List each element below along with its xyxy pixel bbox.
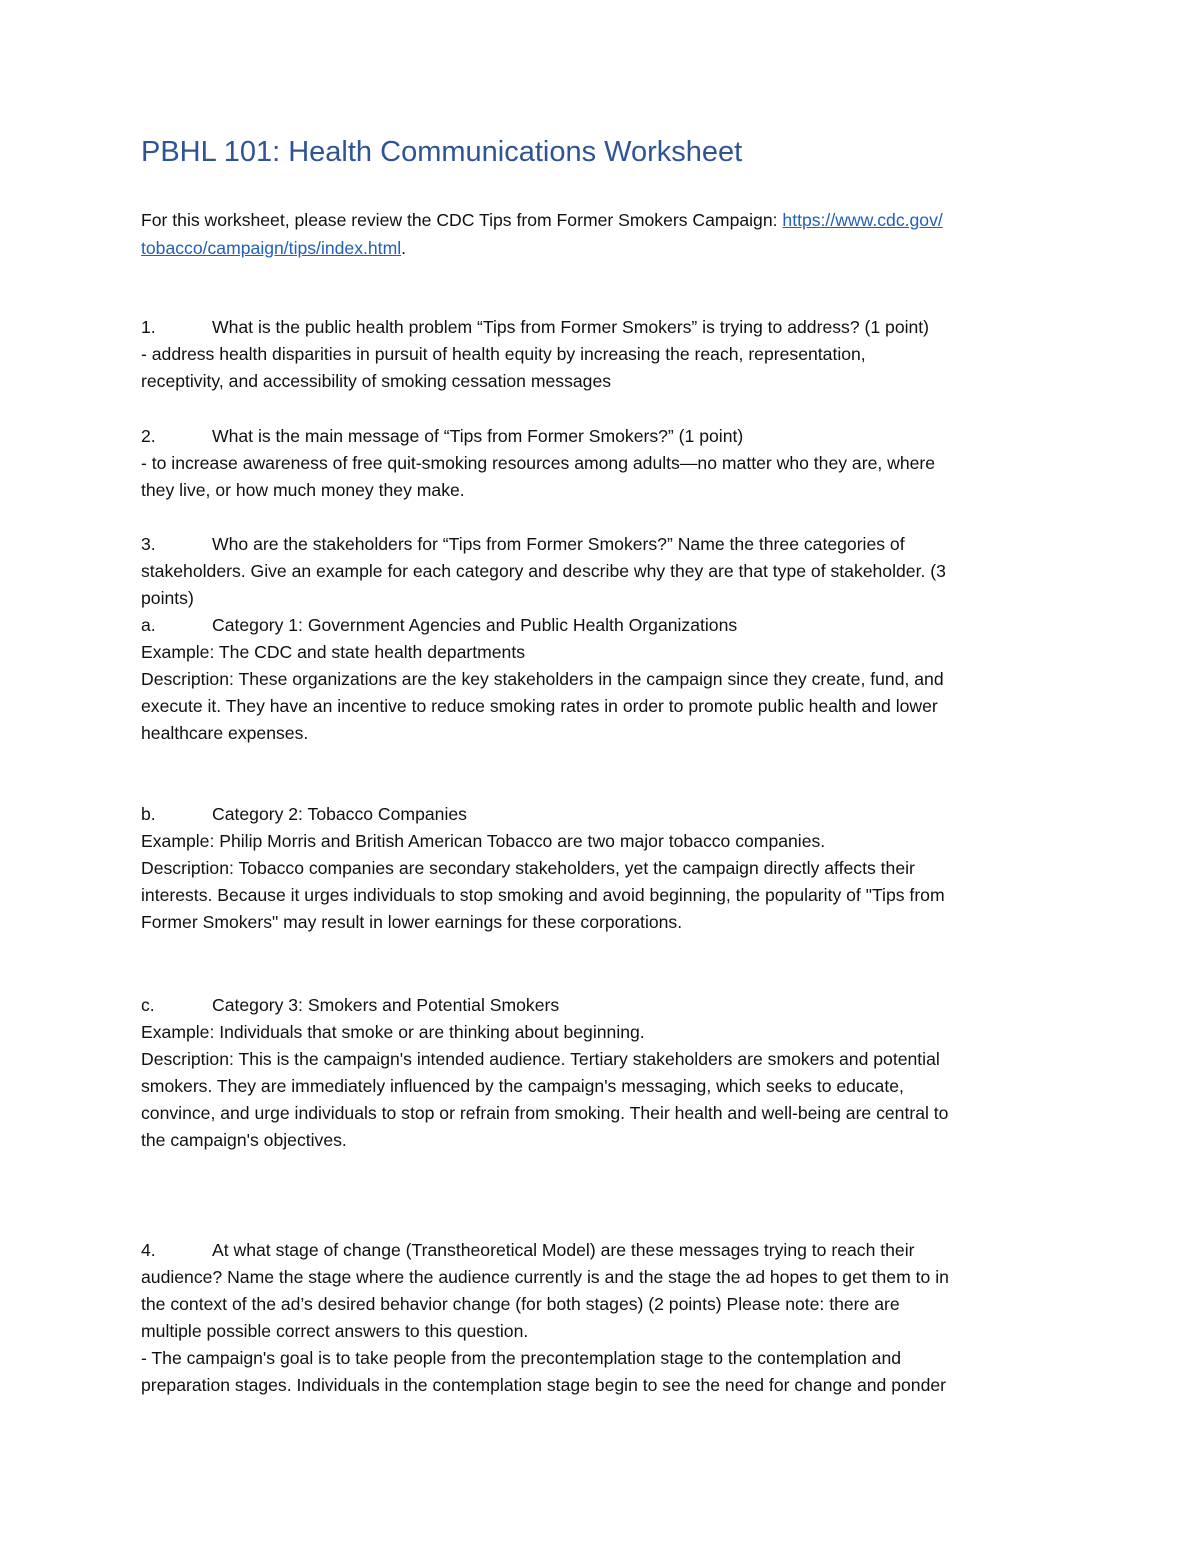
q3-question-part-1: Who are the stakeholders for “Tips from Former Smokers?” Name the three categories of: [212, 534, 905, 554]
q2-answer-line-2: they live, or how much money they make.: [141, 480, 465, 500]
q1-question-line: [141, 314, 929, 341]
q4-question-line-3: the context of the ad’s desired behavior change (for both stages) (2 points) Please note: there are: [141, 1294, 900, 1314]
page-title: PBHL 101: Health Communications Worksheet: [141, 136, 743, 168]
q3a-description-line-2: execute it. They have an incentive to reduce smoking rates in order to promote public health and lower: [141, 696, 938, 716]
q4-question-line-2: audience? Name the stage where the audience currently is and the stage the ad hopes to get them to in: [141, 1267, 949, 1287]
q3b-description-line-1: Description: Tobacco companies are secondary stakeholders, yet the campaign directly affects their: [141, 858, 915, 878]
q3-number: 3.: [141, 534, 156, 554]
intro-trailing: .: [401, 238, 407, 258]
q2-answer-line-1: - to increase awareness of free quit-smoking resources among adults—no matter who they are, where: [141, 453, 936, 473]
q3a-description-line-1: Description: These organizations are the key stakeholders in the campaign since they create, fund, and: [141, 669, 944, 689]
q2-number: 2.: [141, 426, 156, 446]
q4-number: 4.: [141, 1240, 156, 1260]
q4-question-line-4: multiple possible correct answers to this question.: [141, 1321, 529, 1341]
q2-question: What is the main message of “Tips from Former Smokers?” (1 point): [212, 426, 744, 446]
q3a-category-line: [141, 612, 737, 639]
q3c-category: Category 3: Smokers and Potential Smokers: [212, 995, 560, 1015]
q3b-category: Category 2: Tobacco Companies: [212, 804, 467, 824]
q4-answer-line-1: - The campaign's goal is to take people from the precontemplation stage to the contemplation and: [141, 1348, 902, 1368]
q3b-category-line: [141, 801, 467, 828]
q1-question: What is the public health problem “Tips from Former Smokers” is trying to address? (1 point): [212, 317, 930, 337]
q3a-category: Category 1: Government Agencies and Public Health Organizations: [212, 615, 738, 635]
q3-question-line-2: stakeholders. Give an example for each category and describe why they are that type of stakeholder. (3: [141, 561, 946, 581]
q1-answer-line-1: - address health disparities in pursuit of health equity by increasing the reach, representation,: [141, 344, 866, 364]
q4-question-part-1: At what stage of change (Transtheoretical Model) are these messages trying to reach their: [212, 1240, 915, 1260]
q3-question-line-3: points): [141, 588, 194, 608]
q3c-description-line-1: Description: This is the campaign's intended audience. Tertiary stakeholders are smokers and potential: [141, 1049, 940, 1069]
q1-number: 1.: [141, 317, 156, 337]
q3c-description-line-4: the campaign's objectives.: [141, 1130, 347, 1150]
q3b-letter: b.: [141, 804, 156, 824]
intro-line-2: [141, 235, 406, 262]
q3a-example: Example: The CDC and state health departments: [141, 642, 526, 662]
intro-line-1: [141, 207, 943, 234]
q3c-description-line-3: convince, and urge individuals to stop or refrain from smoking. Their health and well-being are central to: [141, 1103, 949, 1123]
q2-question-line: [141, 423, 743, 450]
q3b-description-line-2: interests. Because it urges individuals to stop smoking and avoid beginning, the popularity of "Tips from: [141, 885, 945, 905]
q4-answer-line-2: preparation stages. Individuals in the contemplation stage begin to see the need for change and ponder: [141, 1375, 946, 1395]
q3a-description-line-3: healthcare expenses.: [141, 723, 309, 743]
q1-answer-line-2: receptivity, and accessibility of smoking cessation messages: [141, 371, 612, 391]
campaign-link-part-2[interactable]: tobacco/campaign/tips/index.html: [141, 238, 402, 258]
q3c-example: Example: Individuals that smoke or are thinking about beginning.: [141, 1022, 645, 1042]
q3b-description-line-3: Former Smokers" may result in lower earnings for these corporations.: [141, 912, 683, 932]
q3a-letter: a.: [141, 615, 156, 635]
q3b-example: Example: Philip Morris and British American Tobacco are two major tobacco companies.: [141, 831, 826, 851]
campaign-link-part-1[interactable]: https://www.cdc.gov/: [782, 210, 943, 230]
intro-text: For this worksheet, please review the CDC Tips from Former Smokers Campaign:: [141, 210, 783, 230]
q4-question-line-1: [141, 1237, 914, 1264]
q3c-category-line: [141, 992, 559, 1019]
q3-question-line-1: [141, 531, 905, 558]
q3c-description-line-2: smokers. They are immediately influenced by the campaign's messaging, which seeks to educate,: [141, 1076, 904, 1096]
q3c-letter: c.: [141, 995, 155, 1015]
